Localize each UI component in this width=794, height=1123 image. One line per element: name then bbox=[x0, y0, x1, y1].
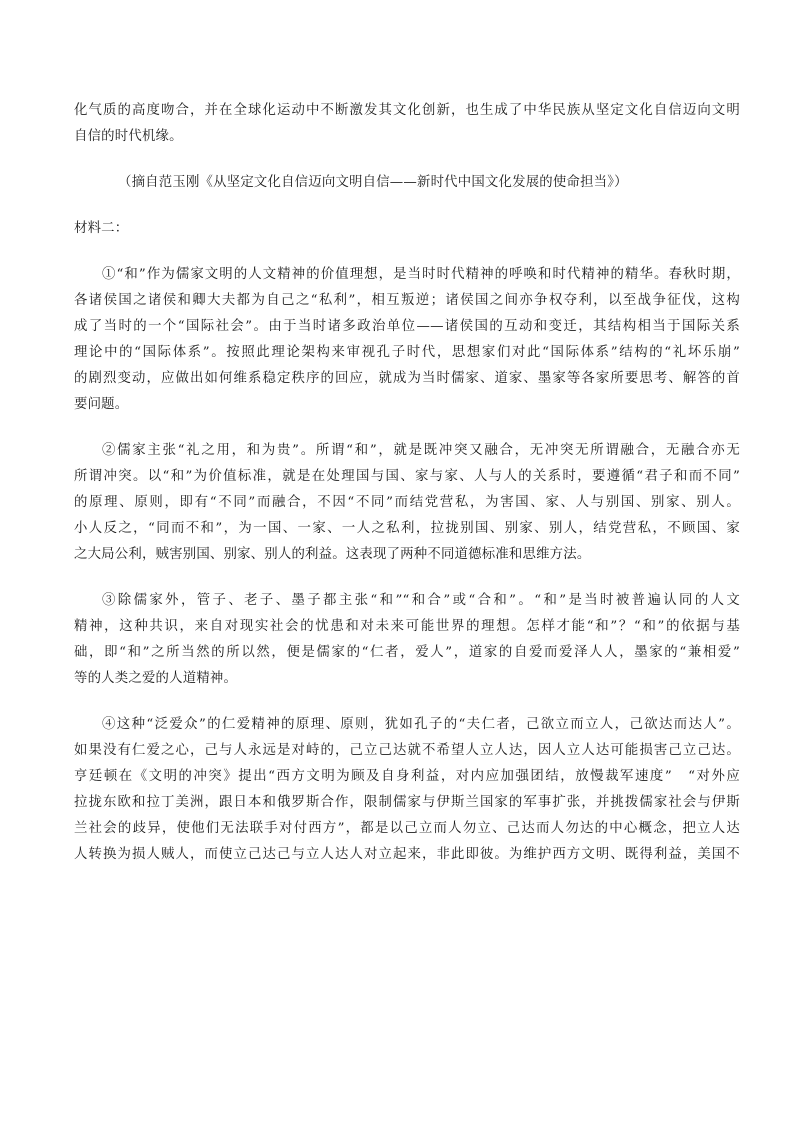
document-page bbox=[74, 98, 740, 868]
spacer bbox=[74, 242, 740, 262]
text-line: 成了当时的一个“国际社会”。由于当时诸多政治单位——诸侯国的互动和变迁，其结构相当于国际关系 bbox=[74, 319, 740, 334]
text-line: ③除儒家外，管子、老子、墨子都主张“和”“和合”或“合和”。“和”是当时被普遍认同的人文 bbox=[102, 593, 740, 608]
text-line: 之大局公利，贼害别国、别家、别人的利益。这表现了两种不同道德标准和思维方法。 bbox=[74, 547, 591, 562]
text-line: 理论中的“国际体系”。按照此理论架构来审视孔子时代，思想家们对此“国际体系”结构的“礼坏乐崩” bbox=[74, 345, 740, 360]
paragraph-1 bbox=[74, 262, 740, 418]
text-line: 要问题。 bbox=[74, 397, 129, 412]
source-citation: （摘自范玉刚《从坚定文化自信迈向文明自信——新时代中国文化发展的使命担当》） bbox=[118, 175, 628, 190]
text-line: 拉拢东欧和拉丁美洲，跟日本和俄罗斯合作，限制儒家与伊斯兰国家的军事扩张，并挑拨儒家社会与伊斯 bbox=[74, 795, 740, 810]
text-line: ①“和”作为儒家文明的人文精神的价值理想，是当时时代精神的呼唤和时代精神的精华。春秋时期， bbox=[102, 267, 740, 282]
text-line: 化气质的高度吻合，并在全球化运动中不断激发其文化创新，也生成了中华民族从坚定文化自信迈向文明 bbox=[74, 103, 740, 118]
text-line: 小人反之，“同而不和”，为一国、一家、一人之私利，拉拢别国、别家、别人，结党营私，不顾国、家 bbox=[74, 521, 740, 536]
text-line: 的剧烈变动，应做出如何维系稳定秩序的回应，就成为当时儒家、道家、墨家等各家所要思考、解答的首 bbox=[74, 371, 740, 386]
text-line: 所谓冲突。以“和”为价值标准，就是在处理国与国、家与家、人与人的关系时，要遵循“君子和而不同” bbox=[74, 469, 740, 484]
text-line: 人转换为损人贼人，而使立己达己与立人达人对立起来，非此即彼。为维护西方文明、既得利益，美国不 bbox=[74, 847, 740, 862]
text-line: ④这种“泛爱众”的仁爱精神的原理、原则，犹如孔子的“夫仁者，己欲立而立人，己欲达而达人”。 bbox=[102, 717, 740, 732]
spacer bbox=[74, 692, 740, 712]
text-line: 础，即“和”之所当然的所以然，便是儒家的“仁者，爱人”，道家的自爱而爱泽人人，墨家的“兼相爱” bbox=[74, 645, 740, 660]
intro-paragraph bbox=[74, 98, 740, 150]
paragraph-4 bbox=[74, 712, 740, 868]
spacer bbox=[74, 150, 740, 170]
text-line: 如果没有仁爱之心，己与人永远是对峙的，己立己达就不希望人立人达，因人立人达可能损害己立己达。 bbox=[74, 743, 740, 758]
text-line: 自信的时代机缘。 bbox=[74, 129, 183, 144]
spacer bbox=[74, 196, 740, 216]
text-line: 各诸侯国之诸侯和卿大夫都为自己之“私利”，相互叛逆；诸侯国之间亦争权夺利，以至战争征伐，这构 bbox=[74, 293, 740, 308]
paragraph-3 bbox=[74, 588, 740, 692]
text-line: 兰社会的歧异，使他们无法联手对付西方”，都是以己立而人勿立、己达而人勿达的中心概念，把立人达 bbox=[74, 821, 740, 836]
text-line: 亨廷顿在《文明的冲突》提出“西方文明为顾及自身利益，对内应加强团结，放慢裁军速度” “对外应 bbox=[74, 769, 740, 784]
text-line: 精神，这种共识，来自对现实社会的忧患和对未来可能世界的理想。怎样才能“和”？“和”的依据与基 bbox=[74, 619, 740, 634]
text-line: ②儒家主张“礼之用，和为贵”。所谓“和”，就是既冲突又融合，无冲突无所谓融合，无融合亦无 bbox=[102, 443, 740, 458]
spacer bbox=[74, 418, 740, 438]
text-line: 等的人类之爱的人道精神。 bbox=[74, 671, 238, 686]
section-heading: 材料二： bbox=[74, 221, 129, 236]
paragraph-2 bbox=[74, 438, 740, 568]
text-line: 的原理、原则，即有“不同”而融合，不因“不同”而结党营私，为害国、家、人与别国、别家、别人。 bbox=[74, 495, 740, 510]
spacer bbox=[74, 568, 740, 588]
